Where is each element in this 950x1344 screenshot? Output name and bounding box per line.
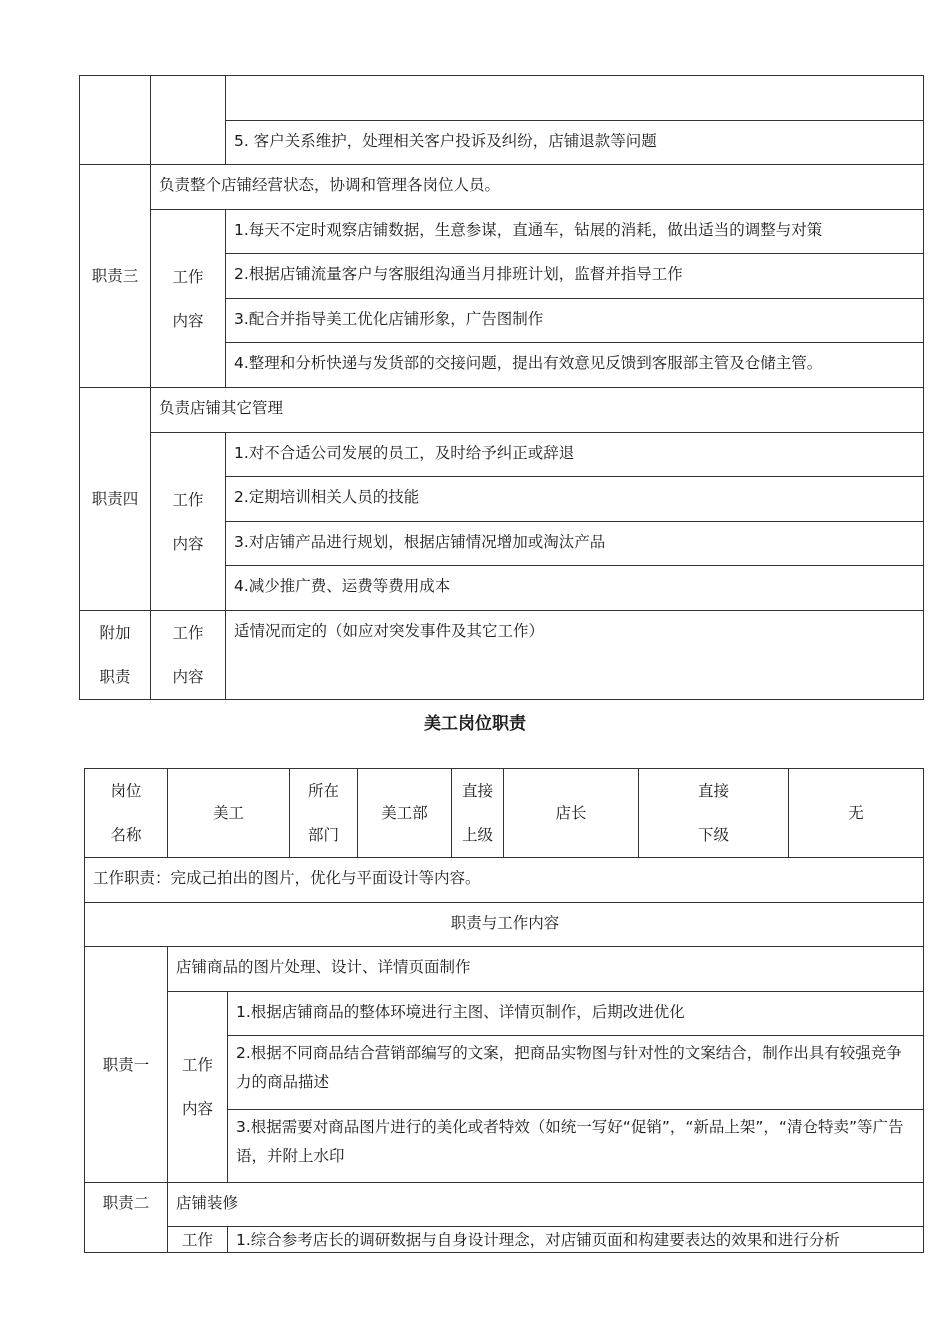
cont-item-5: 5. 客户关系维护，处理相关客户投诉及纠纷，店铺退款等问题 [226,121,924,165]
section-header-row: 职责与工作内容 [85,903,924,947]
duty4-item-1: 1.对不合适公司发展的员工，及时给予纠正或辞退 [226,433,924,477]
subordinate-value: 无 [789,769,924,858]
duty1-summary: 店铺商品的图片处理、设计、详情页面制作 [168,947,924,992]
duty2-item-1: 1.综合参考店长的调研数据与自身设计理念，对店铺页面和构建要表达的效果和进行分析 [228,1227,924,1253]
label-line1: 岗位 [110,782,142,800]
duty2-label: 职责二 [85,1183,168,1253]
duty2-work-label: 工作 [168,1227,228,1253]
post-name-value: 美工 [168,769,290,858]
dept-value: 美工部 [358,769,452,858]
work-label-line2: 内容 [172,311,204,330]
label-line2: 部门 [308,826,340,844]
job-duty-row: 工作职责：完成己拍出的图片，优化与平面设计等内容。 [85,858,924,903]
duty4-item-3: 3.对店铺产品进行规划，根据店铺情况增加或淘汰产品 [226,522,924,566]
superior-label [452,769,504,858]
store-manager-duties-table [79,75,924,700]
label-line2: 下级 [698,826,730,844]
work-label-line1: 工作 [172,490,204,509]
extra-duty-label [80,611,151,700]
dept-label [290,769,358,858]
duty4-summary: 负责店铺其它管理 [151,388,924,433]
label-line1: 直接 [462,782,494,800]
superior-value: 店长 [504,769,639,858]
duty4-label: 职责四 [80,388,151,611]
duty3-label: 职责三 [80,165,151,388]
label-line2: 上级 [462,826,494,844]
cont-blank-cell [226,76,924,121]
work-label-line2: 内容 [181,1100,213,1118]
section-title: 美工岗位职责 [424,714,526,734]
duty2-summary: 店铺装修 [168,1183,924,1227]
duty3-work-label [151,210,226,388]
extra-work-label [151,611,226,700]
label-line1: 所在 [308,782,340,800]
duty3-item-4: 4.整理和分析快递与发货部的交接问题，提出有效意见反馈到客服部主管及仓储主管。 [226,343,924,388]
duty1-label: 职责一 [85,947,168,1183]
duty4-item-4: 4.减少推广费、运费等费用成本 [226,566,924,611]
cont-work-cell [151,76,226,165]
duty3-item-2: 2.根据店铺流量客户与客服组沟通当月排班计划，监督并指导工作 [226,254,924,299]
duty3-item-1: 1.每天不定时观察店铺数据，生意参谋，直通车，钻展的消耗，做出适当的调整与对策 [226,210,924,254]
post-name-label [85,769,168,858]
duty4-item-2: 2.定期培训相关人员的技能 [226,477,924,522]
work-label-line1: 工作 [172,267,204,286]
duty3-item-3: 3.配合并指导美工优化店铺形象，广告图制作 [226,299,924,343]
extra-label-line2: 职责 [99,668,131,686]
work-label-line1: 工作 [181,1056,213,1074]
duty3-summary: 负责整个店铺经营状态，协调和管理各岗位人员。 [151,165,924,210]
work-label-line2: 内容 [172,534,204,553]
cont-label-cell [80,76,151,165]
extra-content: 适情况而定的（如应对突发事件及其它工作） [226,611,924,700]
duty1-item-3: 3.根据需要对商品图片进行的美化或者特效（如统一写好“促销”，“新品上架”，“清仓特卖”等广告语，并附上水印 [228,1110,924,1183]
extra-label-line1: 附加 [99,624,131,642]
subordinate-label [639,769,789,858]
label-line1: 直接 [698,782,730,800]
duty4-work-label [151,433,226,611]
duty1-work-label [168,992,228,1183]
duty1-item-2: 2.根据不同商品结合营销部编写的文案，把商品实物图与针对性的文案结合，制作出具有较强竞争力的商品描述 [228,1036,924,1110]
work-label-line1: 工作 [172,624,204,642]
work-label-line2: 内容 [172,668,204,686]
designer-duties-table [84,768,924,1253]
duty1-item-1: 1.根据店铺商品的整体环境进行主图、详情页制作，后期改进优化 [228,992,924,1036]
label-line2: 名称 [110,826,142,844]
